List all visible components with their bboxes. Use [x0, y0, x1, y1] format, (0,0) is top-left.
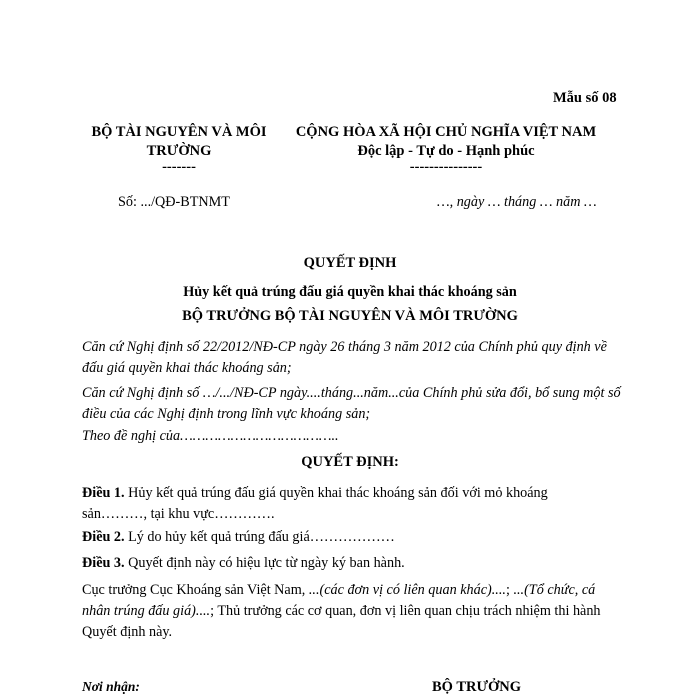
ministry-line-2: TRƯỜNG	[146, 143, 212, 159]
preamble-2: Căn cứ Nghị định số …/.../NĐ-CP ngày....tháng...năm...của Chính phủ sửa đổi, bổ sung một số điều của các Nghị định trong lĩnh vực khoáng sản;	[82, 385, 621, 422]
closing-paragraph	[82, 580, 622, 643]
closing-part-1: Cục trưởng Cục Khoáng sản Việt Nam,	[82, 582, 309, 598]
republic-header	[286, 123, 606, 173]
form-number: Mẫu số 08	[553, 90, 617, 106]
article-1	[82, 483, 602, 525]
article-2-text: Lý do hủy kết quả trúng đấu giá………………	[124, 529, 395, 545]
decision-heading: QUYẾT ĐỊNH:	[301, 454, 399, 470]
preamble-3: Theo đề nghị của………………………………..	[82, 428, 339, 444]
closing-part-4: ...(Tổ chức, cá nhân trúng đấu giá)....	[82, 582, 596, 619]
motto: Độc lập - Tự do - Hạnh phúc	[357, 143, 535, 159]
ministry-line-1: BỘ TÀI NGUYÊN VÀ MÔI	[91, 124, 267, 140]
authority-title: BỘ TRƯỞNG BỘ TÀI NGUYÊN VÀ MÔI TRƯỜNG	[182, 308, 518, 324]
motto-rule: ---------------	[409, 159, 483, 175]
closing-part-5: ; Thủ trưởng các cơ quan, đơn vị liên quan chịu trách nhiệm thi hành Quyết định này.	[82, 603, 601, 640]
article-3-text: Quyết định này có hiệu lực từ ngày ký ban hành.	[124, 555, 405, 571]
article-3-label: Điều 3.	[82, 555, 125, 571]
document-subtitle: Hủy kết quả trúng đấu giá quyền khai thác khoáng sản	[183, 284, 517, 300]
date-line: …, ngày … tháng … năm …	[437, 194, 597, 210]
preamble-1: Căn cứ Nghị định số 22/2012/NĐ-CP ngày 26 tháng 3 năm 2012 của Chính phủ quy định về đấu giá quyền khai thác khoáng sản;	[82, 339, 607, 376]
article-1-text: Hủy kết quả trúng đấu giá quyền khai thác khoáng sản đối với mỏ khoáng sản………, tại khu vực………….	[82, 485, 548, 522]
ministry-rule: -------	[162, 159, 196, 175]
ministry-name	[68, 123, 290, 173]
document-title: QUYẾT ĐỊNH	[303, 255, 397, 271]
article-2-label: Điều 2.	[82, 529, 125, 545]
republic-name: CỘNG HÒA XÃ HỘI CHỦ NGHĨA VIỆT NAM	[295, 124, 597, 140]
closing-part-2: ...(các đơn vị có liên quan khác)....	[308, 582, 506, 598]
signer-title: BỘ TRƯỞNG	[432, 679, 522, 695]
closing-part-3: ;	[505, 582, 514, 598]
recipients-label: Nơi nhận:	[82, 679, 140, 694]
document-number: Số: .../QĐ-BTNMT	[118, 194, 230, 210]
article-2	[82, 527, 622, 548]
article-1-label: Điều 1.	[82, 485, 125, 501]
article-3	[82, 553, 622, 574]
